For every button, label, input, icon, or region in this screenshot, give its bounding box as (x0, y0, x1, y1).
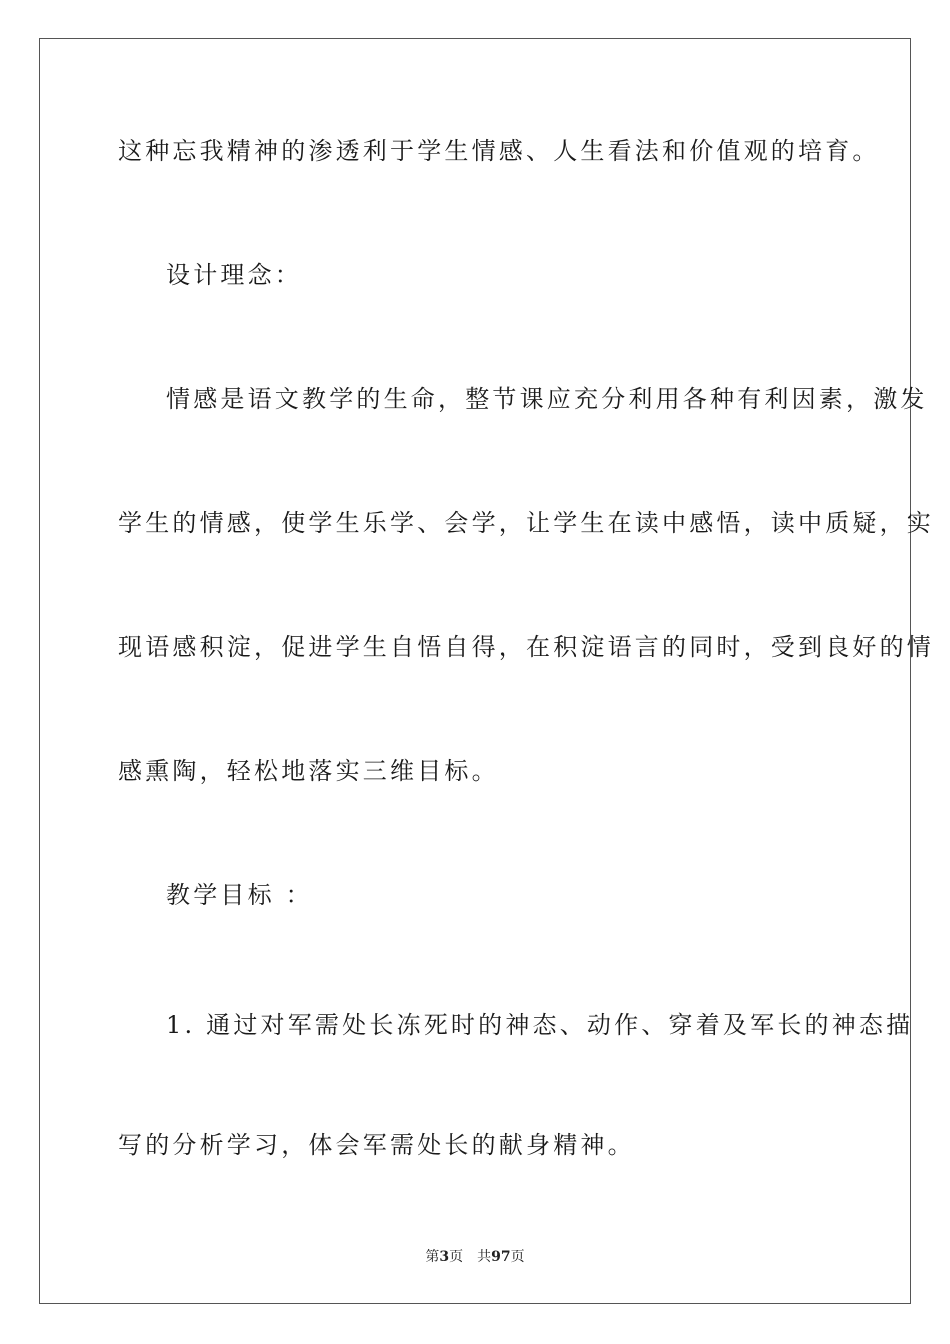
goal-item-1-line-1: 1. 通过对军需处长冻死时的神态、动作、穿着及军长的神态描 (166, 1011, 914, 1039)
footer-total-suffix: 页 (510, 1249, 525, 1265)
section-heading-teaching-goals: 教学目标 ： (166, 881, 313, 909)
page-border (39, 38, 934, 1304)
page-footer (0, 1248, 950, 1266)
footer-page-suffix: 页 (449, 1249, 464, 1265)
goal-item-1-line-2: 写的分析学习，体会军需处长的献身精神。 (118, 1131, 635, 1159)
footer-page-number: 3 (439, 1249, 450, 1265)
footer-total-number: 97 (491, 1249, 511, 1265)
paragraph-line-2: 情感是语文教学的生命，整节课应充分利用各种有利因素，激发 (166, 385, 928, 413)
paragraph-line-5: 感熏陶，轻松地落实三维目标。 (118, 757, 499, 785)
paragraph-line-1: 这种忘我精神的渗透利于学生情感、人生看法和价值观的培育。 (118, 137, 880, 165)
footer-total-prefix: 共 (477, 1249, 492, 1265)
section-heading-design-concept: 设计理念： (166, 261, 302, 289)
footer-page-prefix: 第 (425, 1249, 440, 1265)
paragraph-line-3: 学生的情感，使学生乐学、会学，让学生在读中感悟，读中质疑，实 (118, 509, 934, 537)
paragraph-line-4: 现语感积淀，促进学生自悟自得，在积淀语言的同时，受到良好的情 (118, 633, 934, 661)
